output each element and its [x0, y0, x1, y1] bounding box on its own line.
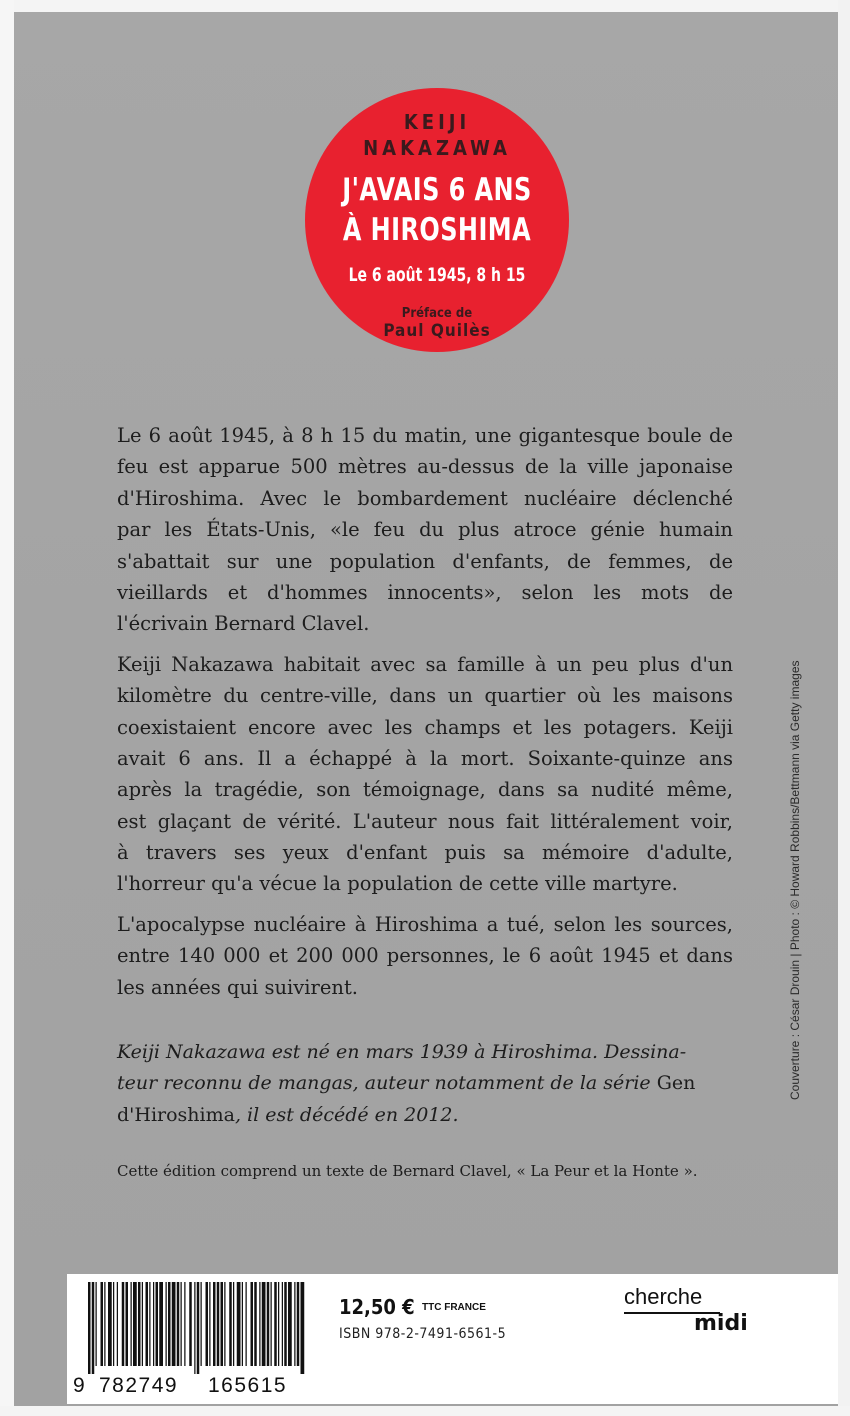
barcode-bar — [126, 1282, 129, 1366]
barcode-bar — [237, 1282, 241, 1366]
title-badge — [305, 88, 569, 352]
cover-edge-top — [0, 0, 850, 12]
barcode-bar — [259, 1282, 260, 1366]
barcode-digit-group1: 782749 — [99, 1374, 179, 1397]
summary-line: à travers ses yeux d'enfant puis sa mémoire d'adulte, — [117, 841, 733, 865]
barcode-bar — [217, 1282, 220, 1366]
summary-line: par les États-Unis, «le feu du plus atroce génie humain — [117, 518, 733, 542]
barcode-bar — [284, 1282, 287, 1366]
badge-author-first: KEIJI — [403, 110, 471, 134]
barcode-bar — [206, 1282, 209, 1366]
summary-line: avait 6 ans. Il a échappé à la mort. Soixante-quinze ans — [117, 746, 733, 770]
bio-line — [117, 1068, 733, 1099]
barcode-bar — [146, 1282, 149, 1366]
paragraph-gap — [117, 900, 733, 909]
barcode-digits — [73, 1374, 317, 1400]
barcode-bar — [142, 1282, 143, 1366]
badge-title-line1: J'AVAIS 6 ANS — [342, 172, 532, 208]
paragraph-gap — [117, 640, 733, 649]
bio-series-title: d'Hiroshima — [117, 1103, 235, 1126]
bio-series-title: Gen — [656, 1072, 696, 1095]
barcode-bar — [288, 1282, 292, 1366]
barcode-bar — [96, 1282, 97, 1366]
barcode-bar — [156, 1282, 159, 1366]
summary-line: coexistaient encore avec les champs et les potagers. Keiji — [117, 715, 733, 739]
barcode-bar — [181, 1282, 182, 1366]
barcode-bar — [242, 1282, 243, 1366]
barcode-bar — [197, 1282, 200, 1374]
barcode-bar — [131, 1282, 132, 1366]
summary-line: L'apocalypse nucléaire à Hiroshima a tué, selon les sources, — [117, 912, 733, 936]
barcode-bar — [108, 1282, 112, 1366]
barcode-bar — [172, 1282, 176, 1366]
summary-line: l'écrivain Bernard Clavel. — [117, 612, 370, 636]
barcode-bar — [213, 1282, 216, 1366]
barcode-bar — [177, 1282, 180, 1366]
bio-line: Keiji Nakazawa est né en mars 1939 à Hiroshima. Dessina- — [117, 1041, 687, 1063]
barcode-bar — [133, 1282, 137, 1366]
barcode-bars — [87, 1282, 305, 1374]
summary-line: entre 140 000 et 200 000 personnes, le 6 août 1945 et dans — [117, 944, 733, 968]
barcode — [67, 1274, 319, 1404]
summary-line: après la tragédie, son témoignage, dans sa nudité même, — [117, 778, 733, 802]
barcode-bar — [101, 1282, 104, 1366]
bio-text-italic: teur reconnu de mangas, auteur notamment de la série — [117, 1072, 657, 1095]
barcode-bar — [138, 1282, 141, 1366]
barcode-bar — [267, 1282, 270, 1366]
badge-subtitle: Le 6 août 1945, 8 h 15 — [348, 264, 526, 286]
barcode-bar — [92, 1282, 95, 1374]
barcode-bar — [153, 1282, 154, 1366]
badge-preface-label: Préface de — [401, 306, 473, 321]
cover-edge-left — [0, 0, 14, 1416]
bio-text-italic: , il est décédé en 2012. — [234, 1103, 459, 1126]
barcode-bar — [221, 1282, 224, 1366]
summary-line: est glaçant de vérité. L'auteur nous fait littéralement voir, — [117, 809, 733, 833]
summary-line: s'abattait sur une population d'enfants, de femmes, de — [117, 549, 733, 573]
barcode-bar — [113, 1282, 114, 1366]
cover-credit: Couverture : César Drouin | Photo : © Howard Robbins/Bettmann via Getty images — [788, 660, 802, 1100]
barcode-bar — [122, 1282, 125, 1366]
summary-line: feu est apparue 500 mètres au-dessus de la ville japonaise — [117, 455, 733, 479]
barcode-bar — [294, 1282, 295, 1366]
barcode-bar — [278, 1282, 279, 1366]
summary-line: Keiji Nakazawa habitait avec sa famille à un peu plus d'un — [117, 652, 733, 676]
summary-text — [117, 420, 733, 1003]
barcode-bar — [254, 1282, 257, 1366]
barcode-bar — [224, 1282, 225, 1366]
barcode-bar — [189, 1282, 192, 1366]
edition-note: Cette édition comprend un texte de Bernard Clavel, « La Peur et la Honte ». — [117, 1162, 698, 1180]
barcode-bar — [282, 1282, 283, 1366]
barcode-bar — [229, 1282, 232, 1366]
barcode-bar — [159, 1282, 163, 1366]
publisher-logo-bottom: midi — [694, 1311, 748, 1336]
badge-author-last: NAKAZAWA — [363, 136, 511, 160]
barcode-bar — [104, 1282, 105, 1366]
badge-title-line2: À HIROSHIMA — [342, 212, 532, 248]
summary-line: vieillards et d'hommes innocents», selon les mots de — [117, 580, 733, 604]
author-bio — [117, 1037, 733, 1131]
summary-line: d'Hiroshima. Avec le bombardement nucléaire déclenché — [117, 486, 733, 510]
barcode-bar — [262, 1282, 266, 1366]
cover-edge-right — [838, 0, 850, 1416]
summary-line: Le 6 août 1945, à 8 h 15 du matin, une gigantesque boule de — [117, 424, 733, 447]
barcode-bar — [194, 1282, 195, 1374]
summary-line: kilomètre du centre-ville, dans un quartier où les maisons — [117, 684, 733, 708]
summary-line: l'horreur qu'a vécue la population de cette ville martyre. — [117, 872, 678, 896]
barcode-bar — [274, 1282, 277, 1366]
barcode-bar — [301, 1282, 305, 1374]
isbn: ISBN 978-2-7491-6561-5 — [339, 1326, 507, 1342]
barcode-bar — [149, 1282, 150, 1366]
badge-preface-name: Paul Quilès — [383, 321, 491, 341]
barcode-bar — [251, 1282, 254, 1366]
barcode-digit-first: 9 — [73, 1374, 85, 1397]
publisher-logo — [624, 1284, 774, 1344]
price: 12,50 € — [339, 1295, 415, 1319]
barcode-bar — [117, 1282, 118, 1366]
barcode-bar — [201, 1282, 202, 1366]
barcode-bar — [233, 1282, 234, 1366]
cover-edge-bottom — [0, 1406, 850, 1416]
barcode-bar — [209, 1282, 210, 1366]
barcode-digit-group2: 165615 — [208, 1374, 288, 1397]
barcode-bar — [88, 1282, 91, 1374]
summary-line: les années qui suivirent. — [117, 975, 358, 999]
barcode-bar — [166, 1282, 167, 1366]
price-note: TTC FRANCE — [422, 1302, 486, 1313]
bio-line — [117, 1100, 733, 1131]
barcode-bar — [168, 1282, 171, 1366]
barcode-bar — [297, 1282, 300, 1366]
barcode-bar — [184, 1282, 185, 1366]
publisher-logo-top: cherche — [624, 1284, 703, 1309]
barcode-bar — [246, 1282, 247, 1366]
barcode-bar — [271, 1282, 272, 1366]
